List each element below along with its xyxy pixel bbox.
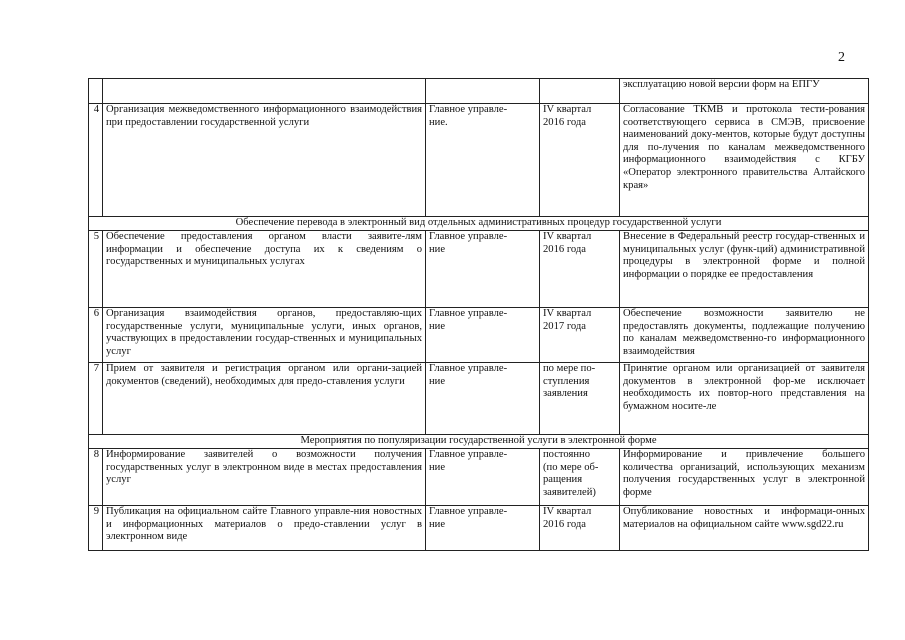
result-cell: Обеспечение возможности заявителю не предоставлять документы, подлежащие получению по каналам межведомственно-го информационного взаимодействия: [620, 308, 869, 363]
term-cell: IV квартал 2016 года: [540, 506, 620, 551]
page-number: 2: [838, 50, 845, 65]
table-row: [89, 506, 869, 551]
table-row: [89, 104, 869, 217]
task-cell: Организация межведомственного информационного взаимодействия при предоставлении государственной услуги: [103, 104, 426, 217]
result-cell: Принятие органом или организацией от заявителя документов в электронной фор-ме исключает необходимость их повтор-ного представления на бумажном носите-ле: [620, 363, 869, 435]
task-cell: Обеспечение предоставления органом власти заявите-лям информации и обеспечение доступа их к сведениям о государственных и муниципальных услугах: [103, 231, 426, 308]
responsible-cell: [426, 79, 540, 104]
task-cell: Организация взаимодействия органов, предоставляю-щих государственные услуги, муниципальные услуги, иных органов, участвующих в предоставлении государ-ственных и муниципальных услуг: [103, 308, 426, 363]
term-cell: IV квартал 2016 года: [540, 231, 620, 308]
section-header-row: [89, 217, 869, 231]
table-row: [89, 363, 869, 435]
responsible-cell: Главное управле- ние.: [426, 104, 540, 217]
term-cell: IV квартал 2016 года: [540, 104, 620, 217]
row-number: 6: [89, 308, 103, 363]
responsible-cell: Главное управле- ние: [426, 506, 540, 551]
result-cell: Согласование ТКМВ и протокола тести-рования соответствующего сервиса в СМЭВ, присвоение наименований доку-ментов, которые будут доступны для по-лучения по каналам межведомственного информационного взаимодействия с КГБУ «Оператор электронного правительства Алтайского края»: [620, 104, 869, 217]
row-number: 5: [89, 231, 103, 308]
term-cell: [540, 79, 620, 104]
row-number: [89, 79, 103, 104]
result-cell: Информирование и привлечение большего количества организаций, использующих механизм получения государственных услуг в электронной форме: [620, 449, 869, 506]
task-cell: Публикация на официальном сайте Главного управле-ния новостных и информационных материалов о предо-ставлении услуг в электронном виде: [103, 506, 426, 551]
section-header-row: [89, 435, 869, 449]
task-cell: [103, 79, 426, 104]
term-cell: постоянно (по мере об- ращения заявителей): [540, 449, 620, 506]
responsible-cell: Главное управле- ние: [426, 308, 540, 363]
result-cell: эксплуатацию новой версии форм на ЕПГУ: [620, 79, 869, 104]
row-number: 8: [89, 449, 103, 506]
term-cell: IV квартал 2017 года: [540, 308, 620, 363]
task-cell: Прием от заявителя и регистрация органом или органи-зацией документов (сведений), необходимых для предо-ставления услуги: [103, 363, 426, 435]
table-row: [89, 231, 869, 308]
responsible-cell: Главное управле- ние: [426, 449, 540, 506]
row-number: 4: [89, 104, 103, 217]
action-plan-table: [88, 78, 869, 551]
row-number: 7: [89, 363, 103, 435]
term-cell: по мере по- ступления заявления: [540, 363, 620, 435]
task-cell: Информирование заявителей о возможности получения государственных услуг в электронном виде в местах предоставления услуг: [103, 449, 426, 506]
section-title: Обеспечение перевода в электронный вид отдельных административных процедур государственной услуги: [89, 217, 869, 231]
result-cell: Внесение в Федеральный реестр государ-ственных и муниципальных услуг (функ-ций) административной процедуры в электронной форме и полной информации о порядке ее предоставления: [620, 231, 869, 308]
responsible-cell: Главное управле- ние: [426, 231, 540, 308]
section-title: Мероприятия по популяризации государственной услуги в электронной форме: [89, 435, 869, 449]
table-row: [89, 308, 869, 363]
result-cell: Опубликование новостных и информаци-онных материалов на официальном сайте www.sgd22.ru: [620, 506, 869, 551]
responsible-cell: Главное управле- ние: [426, 363, 540, 435]
row-number: 9: [89, 506, 103, 551]
table-row: [89, 79, 869, 104]
table-row: [89, 449, 869, 506]
